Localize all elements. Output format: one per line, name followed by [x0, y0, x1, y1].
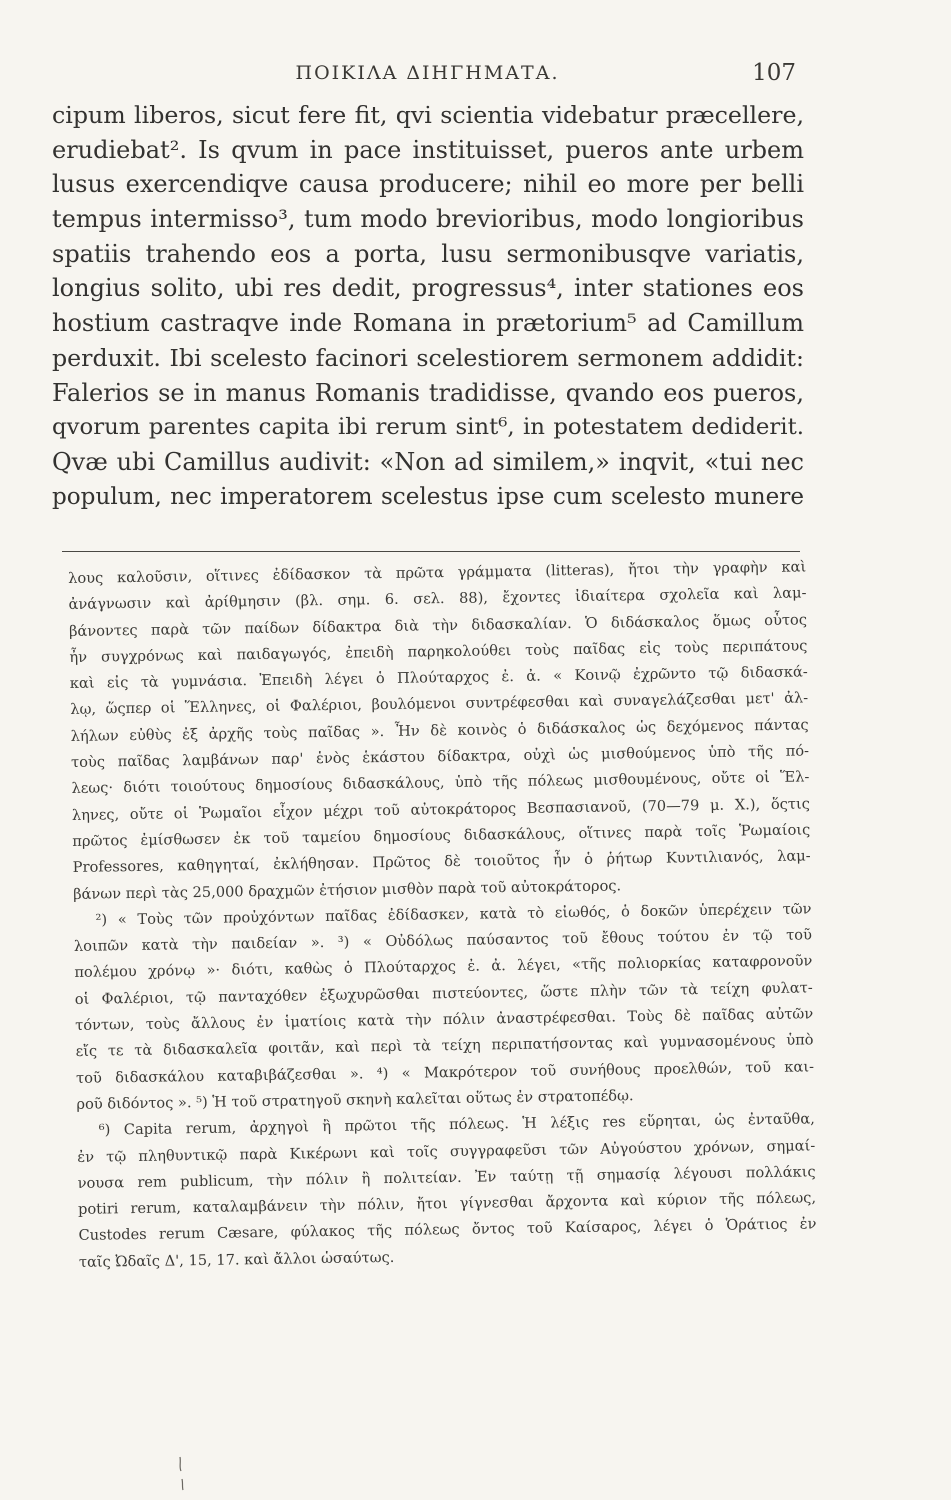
footnote-line: οἱ Φαλέριοι, τῷ πανταχόθεν ἐξωχυρῶσθαι πιστεύοντες, ὥστε πλὴν τῶν τὰ τείχη φυλατ- [74, 979, 813, 1008]
main-text-block [52, 98, 804, 514]
footnote-line: τοὺς παῖδας λαμβάνων παρ' ἑνὸς ἑκάστου δίδακτρα, οὐχὶ ὡς μισθούμενος ὑπὸ τῆς πό- [70, 742, 810, 772]
footnote-line: λοιπῶν κατὰ τὴν παιδείαν ». ³) « Οὐδόλως παύσαντος τοῦ ἔθους τούτου ἐν τῷ τοῦ [73, 926, 813, 956]
page-header [55, 60, 800, 94]
page-number: 107 [752, 60, 796, 86]
footnote-line: ληνες, οὔτε οἱ Ῥωμαῖοι εἶχον μέχρι τοῦ αὐτοκράτορος Βεσπασιανοῦ, (70—79 μ. Χ.), ὅςτις [71, 795, 810, 824]
main-text-line: qvorum parentes capita ibi rerum sint⁶, in potestatem dediderit. [52, 414, 804, 441]
main-text-line: tempus intermisso³, tum modo brevioribus, modo longioribus [52, 205, 804, 234]
footnote-line: λεως· διότι τοιούτους δημοσίους διδασκάλους, ὑπὸ τῆς πόλεως μισθουμένους, οὔτε οἱ Ἕλ- [71, 768, 810, 798]
footnote-line: ²) « Τοὺς τῶν προὐχόντων παῖδας ἐδίδασκεν, κατὰ τὸ εἰωθός, ὁ δοκῶν ὑπερέχειν τῶν [95, 900, 812, 929]
footnote-line: λήλων εὐθὺς ἐξ ἀρχῆς τοὺς παῖδας ». Ἦν δὲ κοινὸς ὁ διδάσκαλος ὡς δεχόμενος πάντας [70, 716, 809, 745]
footnote-line: πρῶτος ἐμίσθωσεν ἐκ τοῦ ταμείου δημοσίους διδασκάλους, οἵτινες παρὰ τοῖς Ῥωμαίοις [72, 821, 811, 850]
main-text-line: lusus exercendiqve causa producere; nihil eo more per belli [52, 170, 804, 199]
footnote-line: εἴς τε τὰ διδασκαλεῖα φοιτᾶν, καὶ περὶ τὰ τείχη περιπατήσοντας καὶ γυμνασομένους ὑπὸ [75, 1031, 814, 1061]
footnote-line: λους καλοῦσιν, οἵτινες ἐδίδασκον τὰ πρῶτα γράμματα (litteras), ἤτοι τὴν γραφὴν καὶ [68, 558, 807, 587]
footnote-line: ⁶) Capita rerum, ἀρχηγοὶ ἢ πρῶτοι τῆς πόλεως. Ἡ λέξις res εὕρηται, ὡς ἐνταῦθα, [98, 1110, 815, 1139]
footnote-line: ἀνάγνωσιν καὶ ἀρίθμησιν (βλ. σημ. 6. σελ. 88), ἔχοντες ἰδιαίτερα σχολεῖα καὶ λαμ- [68, 584, 807, 614]
footnote-line: καὶ εἰς τὰ γυμνάσια. Ἐπειδὴ λέγει ὁ Πλούταρχος ἐ. ἀ. « Κοινῷ ἐχρῶντο τῷ διδασκά- [69, 663, 808, 693]
main-text-line: longius solito, ubi res dedit, progressus⁴, inter stationes eos [52, 274, 804, 303]
footnote-line: Professores, καθηγηταί, ἐκλήθησαν. Πρῶτος δὲ τοιοῦτος ἦν ὁ ῥήτωρ Κυντιλιανός, λαμ- [72, 847, 811, 877]
footnote-line: ροῦ διδόντος ». ⁵) Ἡ τοῦ στρατηγοῦ σκηνὴ καλεῖται οὕτως ἐν στρατοπέδῳ. [76, 1087, 634, 1113]
ink-mark [176, 1455, 186, 1491]
running-title: ΠΟΙΚΙΛΑ ΔΙΗΓΗΜΑΤΑ. [295, 62, 560, 84]
footnote-line: ταῖς Ὠδαῖς Δ', 15, 17. καὶ ἄλλοι ὡσαύτως. [78, 1248, 395, 1271]
footnote-line: βάνων περὶ τὰς 25,000 δραχμῶν ἐτήσιον μισθὸν παρὰ τοῦ αὐτοκράτορος. [73, 876, 622, 903]
footnote-line: τοῦ διδασκάλου καταβιβάζεσθαι ». ⁴) « Μακρότερον τοῦ συνήθους προελθών, τοῦ και- [75, 1057, 815, 1087]
footnote-line: βάνοντες παρὰ τῶν παίδων δίδακτρα διὰ τὴν διδασκαλίαν. Ὁ διδάσκαλος ὅμως οὗτος [68, 610, 808, 640]
main-text-line: perduxit. Ibi scelesto facinori scelestiorem sermonem addidit: [52, 343, 804, 372]
main-text-line: spatiis trahendo eos a porta, lusu sermonibusqve variatis, [52, 239, 804, 268]
main-text-line: hostium castraqve inde Romana in prætorium⁵ ad Camillum [52, 309, 804, 338]
footnote-line: πολέμου χρόνῳ »· διότι, καθὼς ὁ Πλούταρχος ἐ. ἀ. λέγει, «τῆς πολιορκίας καταφρονοῦν [74, 952, 813, 982]
footnote-divider [62, 551, 800, 552]
footnote-line: τόντων, τοὺς ἄλλους ἐν ἱματίοις κατὰ τὴν πόλιν ἀναστρέφεσθαι. Τοὺς δὲ παῖδας αὐτῶν [75, 1005, 814, 1034]
footnote-line: ἐν τῷ πληθυντικῷ παρὰ Κικέρωνι καὶ τοῖς συγγραφεῦσι τῶν Αὐγούστου χρόνων, σημαί- [77, 1136, 816, 1166]
footnote-line: λῳ, ὥςπερ οἱ Ἕλληνες, οἱ Φαλέριοι, βουλόμενοι συντρέφεσθαι καὶ συναγελάζεσθαι μετ' ἀλ- [70, 689, 809, 719]
footnote-line: νουσα rem publicum, τὴν πόλιν ἢ πολιτείαν. Ἐν ταύτῃ τῇ σημασίᾳ λέγουσι πολλάκις [77, 1163, 816, 1192]
footnote-line: potiri rerum, καταλαμβάνειν τὴν πόλιν, ἤτοι γίγνεσθαι ἄρχοντα καὶ κύριον τῆς πόλεως, [77, 1189, 817, 1219]
main-text-line: populum, nec imperatorem scelestus ipse cum scelesto munere [52, 483, 804, 510]
footnotes-block [68, 554, 817, 1276]
main-text-line: Falerios se in manus Romanis tradidisse, qvando eos pueros, [52, 378, 804, 407]
main-text-line: cipum liberos, sicut fere fit, qvi scientia videbatur præcellere, [52, 101, 804, 129]
main-text-line: erudiebat². Is qvum in pace instituisset, pueros ante urbem [52, 135, 804, 164]
footnote-line: ἦν συγχρόνως καὶ παιδαγωγός, ἐπειδὴ παρηκολούθει τοὺς παῖδας εἰς τοὺς περιπάτους [69, 637, 808, 666]
main-text-line: Qvæ ubi Camillus audivit: «Non ad similem,» inqvit, «tui nec [52, 447, 804, 476]
footnote-line: Custodes rerum Cæsare, φύλακος τῆς πόλεως ὄντος τοῦ Καίσαρος, λέγει ὁ Ὁράτιος ἐν [78, 1215, 817, 1245]
